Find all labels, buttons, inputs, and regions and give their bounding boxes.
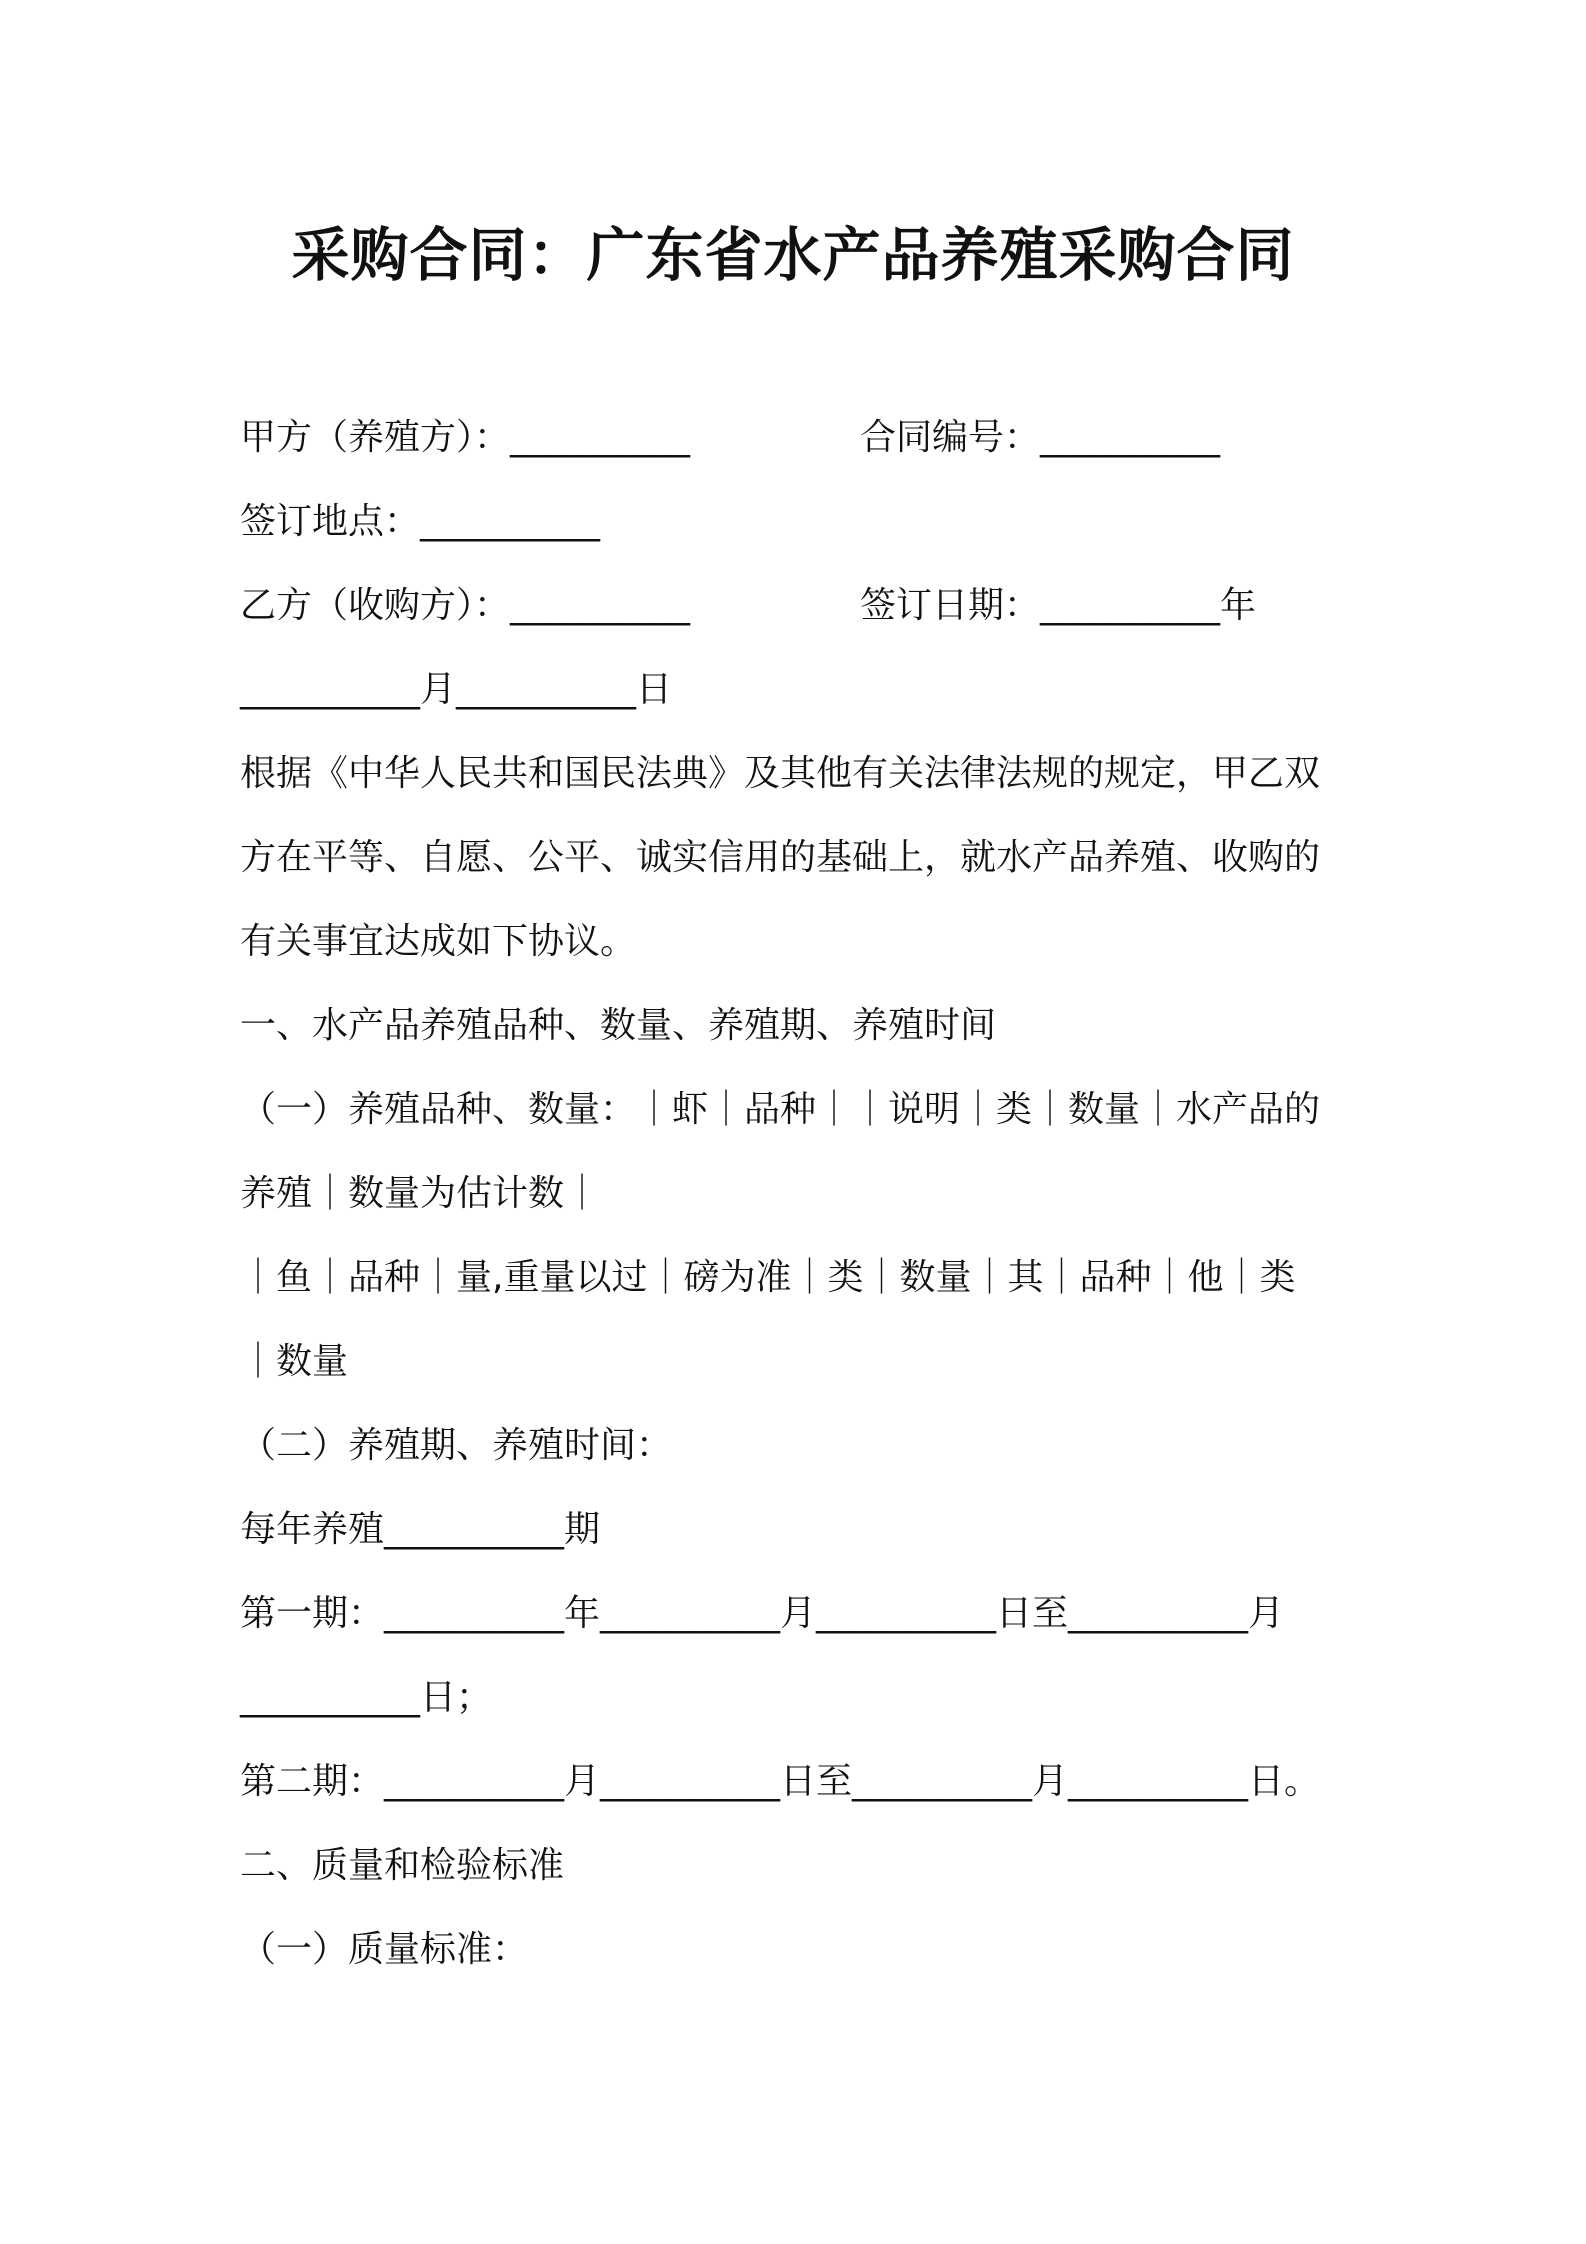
document-title: 采购合同：广东省水产品养殖采购合同: [291, 221, 1295, 289]
party-b-field: 乙方（收购方）：__________: [240, 585, 691, 626]
breeding-period-line: 第二期：__________月__________日至__________月__________日。: [240, 1761, 1321, 1802]
intro-line: 方在平等、自愿、公平、诚实信用的基础上，就水产品养殖、收购的: [240, 837, 1321, 878]
sign-date-field: 签订日期：__________年: [860, 585, 1257, 626]
species-quantity-line: 养殖｜数量为估计数｜: [240, 1173, 601, 1214]
intro-line: 根据《中华人民共和国民法典》及其他有关法律法规的规定，甲乙双: [240, 753, 1321, 794]
breeding-period-line: __________日；: [240, 1677, 493, 1718]
party-a-field: 甲方（养殖方）：__________: [240, 417, 691, 458]
sign-date-continued: __________月__________日: [240, 669, 672, 710]
sign-place-field: 签订地点：__________: [240, 501, 601, 542]
contract-number-field: 合同编号：__________: [860, 417, 1221, 458]
section-1-heading: 一、水产品养殖品种、数量、养殖期、养殖时间: [240, 1005, 997, 1046]
species-quantity-line: （一）养殖品种、数量：｜虾｜品种｜｜说明｜类｜数量｜水产品的: [240, 1089, 1321, 1130]
species-quantity-line: ｜鱼｜品种｜量,重量以过｜磅为准｜类｜数量｜其｜品种｜他｜类: [240, 1257, 1296, 1298]
section-2-heading: 二、质量和检验标准: [240, 1845, 565, 1886]
quality-standard-heading: （一）质量标准：: [240, 1929, 529, 1970]
breeding-period-line: 第一期：__________年__________月__________日至__________月: [240, 1593, 1285, 1634]
species-quantity-line: ｜数量: [240, 1341, 349, 1382]
breeding-period-line: 每年养殖__________期: [240, 1509, 601, 1550]
intro-line: 有关事宜达成如下协议。: [240, 921, 637, 962]
breeding-period-heading: （二）养殖期、养殖时间：: [240, 1425, 673, 1466]
